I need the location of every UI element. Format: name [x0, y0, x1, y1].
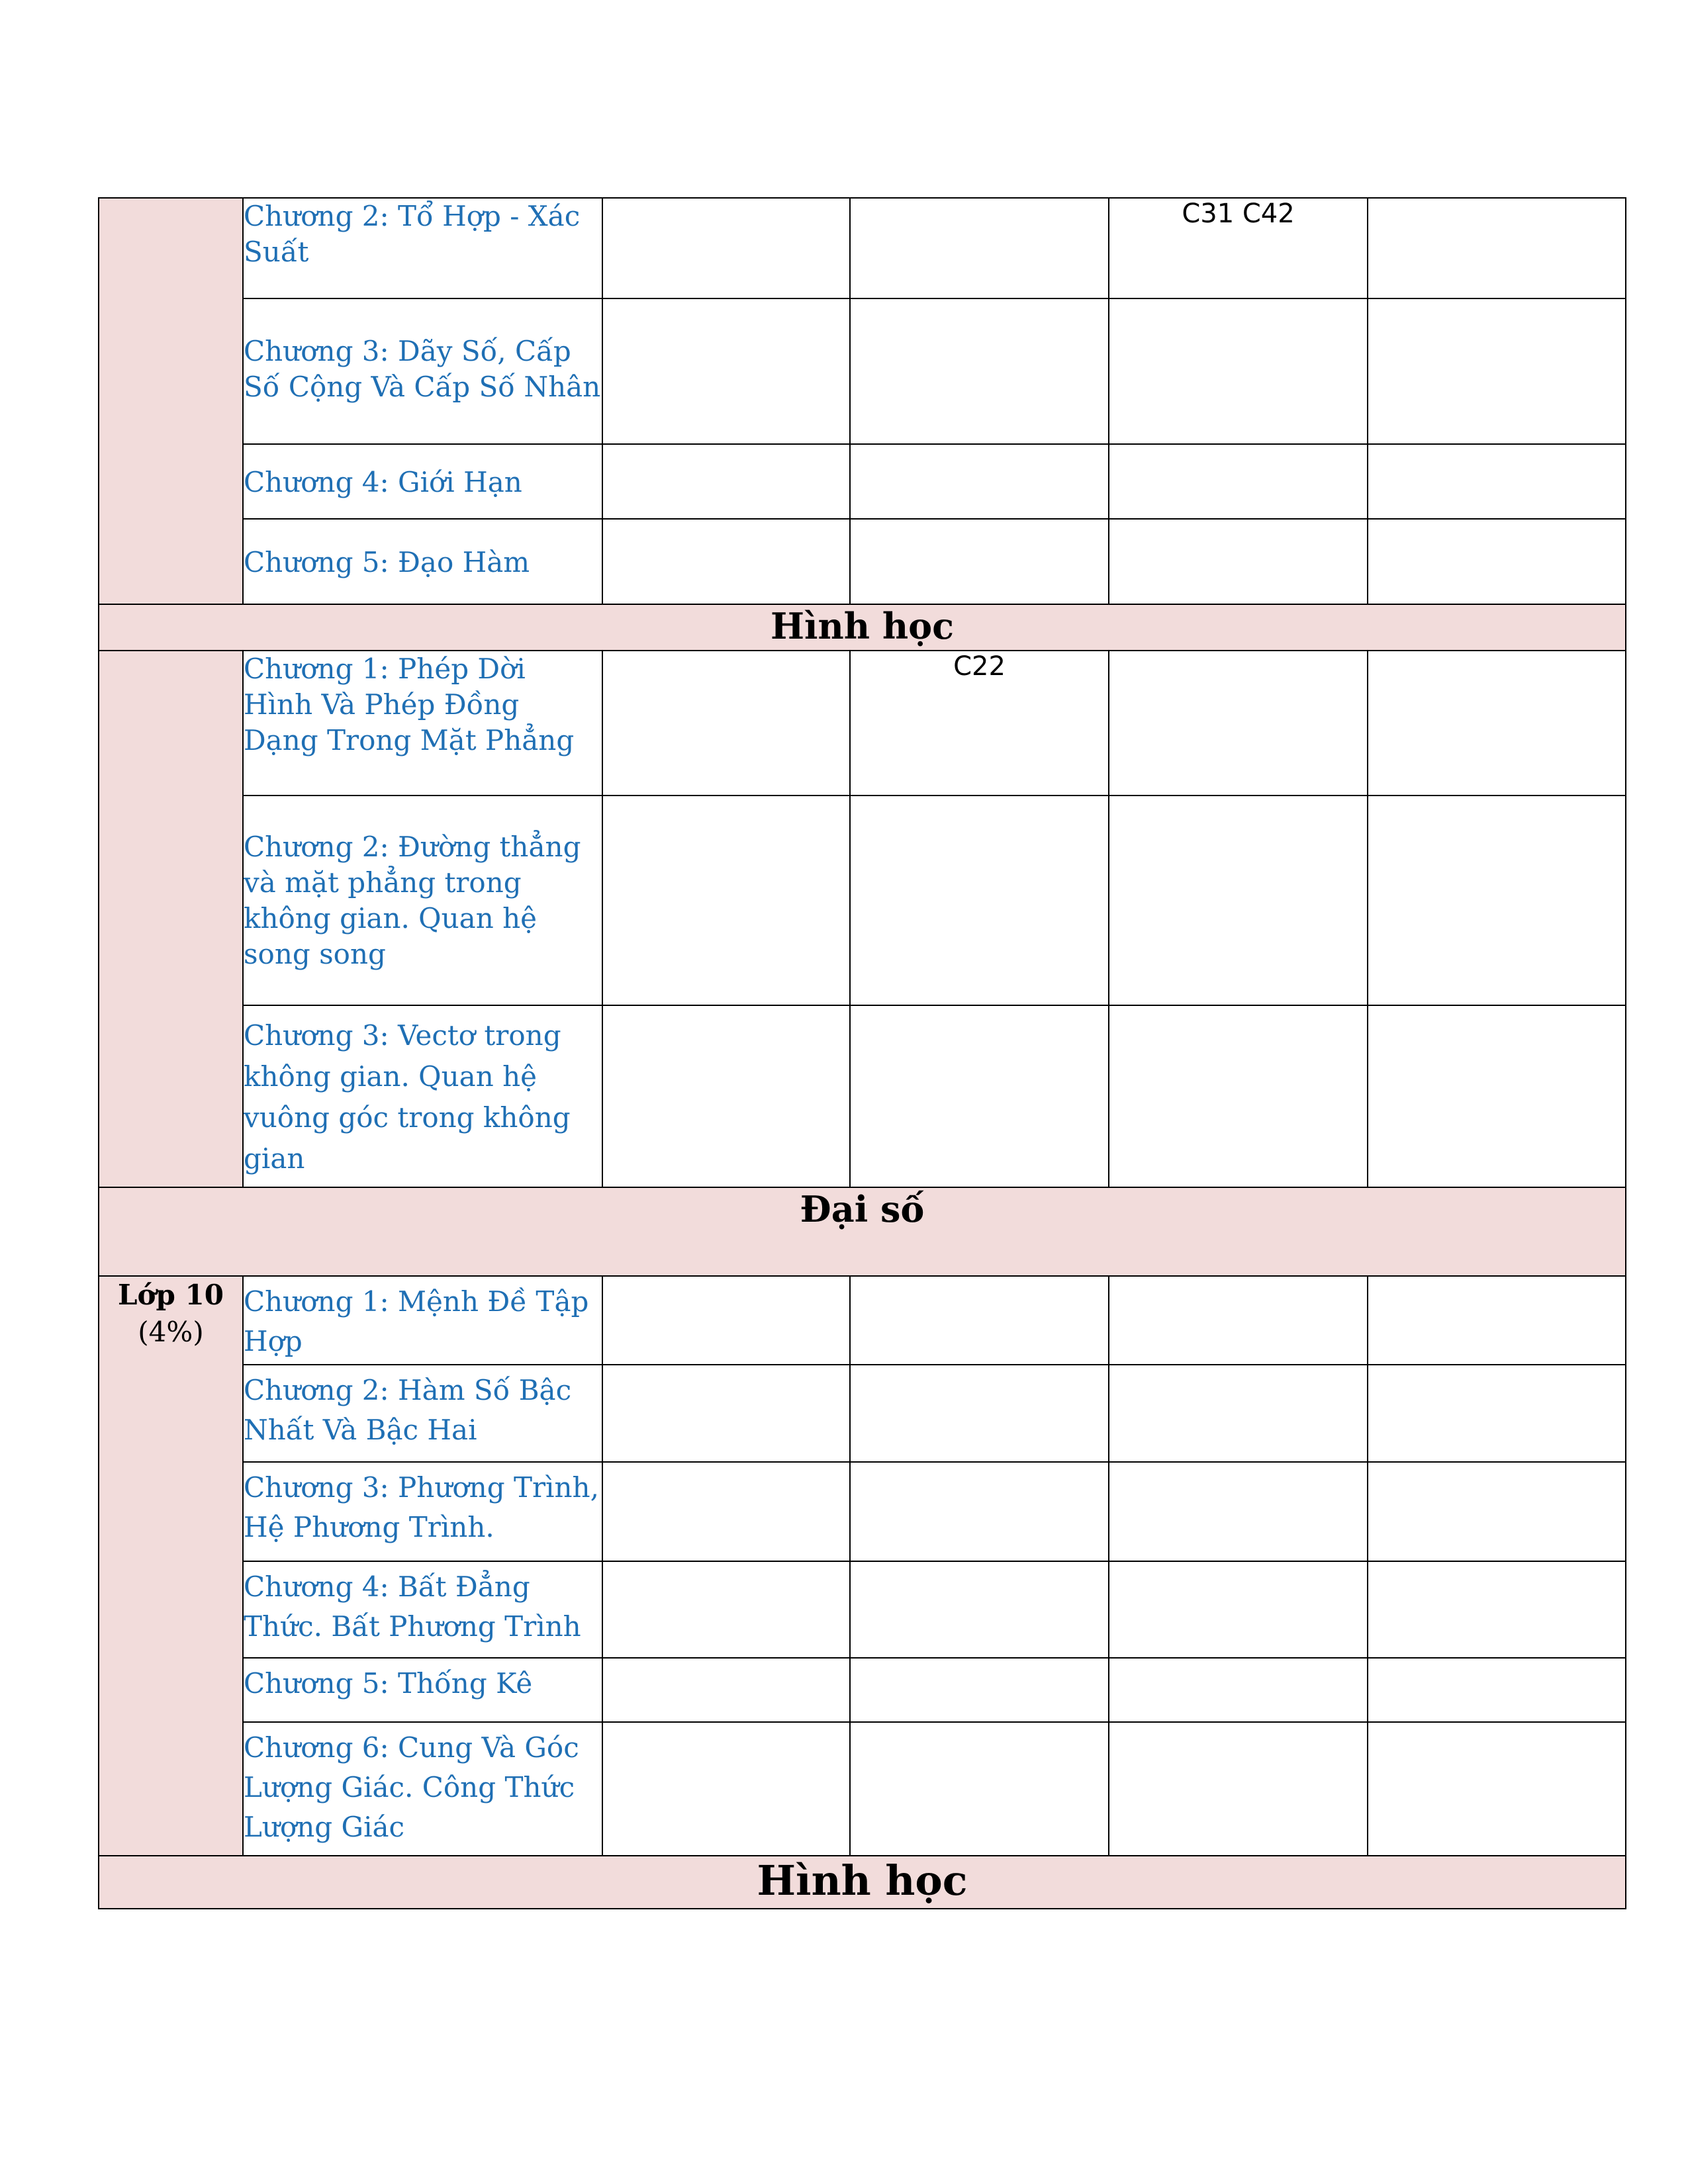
chapter-cell: Chương 3: Vectơ trong không gian. Quan hệ vuông góc trong không gian — [243, 1005, 602, 1187]
chapter-cell: Chương 3: Phương Trình, Hệ Phương Trình. — [243, 1462, 602, 1561]
level-cell — [1368, 519, 1626, 604]
section-row — [99, 604, 1626, 651]
level-cell — [1109, 298, 1368, 444]
level-cell — [602, 519, 850, 604]
section-row — [99, 1187, 1626, 1276]
grade-percent: (4%) — [138, 1316, 204, 1348]
table-row — [99, 1561, 1626, 1658]
level-cell — [1109, 1722, 1368, 1856]
level-cell — [1109, 519, 1368, 604]
level-cell — [1109, 1276, 1368, 1365]
level-cell — [602, 1365, 850, 1462]
level-cell — [1109, 1365, 1368, 1462]
grade-cell — [99, 651, 243, 1187]
table-row — [99, 298, 1626, 444]
table-row — [99, 519, 1626, 604]
level-cell — [850, 298, 1109, 444]
level-cell — [602, 1462, 850, 1561]
section-row — [99, 1856, 1626, 1909]
chapter-cell: Chương 2: Hàm Số Bậc Nhất Và Bậc Hai — [243, 1365, 602, 1462]
chapter-cell: Chương 6: Cung Và Góc Lượng Giác. Công Thức Lượng Giác — [243, 1722, 602, 1856]
level-cell — [850, 1276, 1109, 1365]
level-cell — [1368, 1561, 1626, 1658]
level-cell — [1109, 1462, 1368, 1561]
level-cell — [1368, 444, 1626, 519]
chapter-cell: Chương 4: Bất Đẳng Thức. Bất Phương Trình — [243, 1561, 602, 1658]
table-row — [99, 1722, 1626, 1856]
chapter-cell: Chương 1: Phép Dời Hình Và Phép Đồng Dạng Trong Mặt Phẳng — [243, 651, 602, 796]
level-cell — [850, 519, 1109, 604]
chapter-cell: Chương 2: Đường thẳng và mặt phẳng trong không gian. Quan hệ song song — [243, 796, 602, 1005]
level-cell — [602, 1722, 850, 1856]
level-cell — [602, 1658, 850, 1722]
level-cell — [602, 1276, 850, 1365]
table-row — [99, 198, 1626, 298]
level-cell — [1368, 1365, 1626, 1462]
chapter-cell: Chương 5: Đạo Hàm — [243, 519, 602, 604]
level-cell — [1109, 651, 1368, 796]
level-cell — [602, 198, 850, 298]
level-cell: C22 — [850, 651, 1109, 796]
level-cell — [1368, 1005, 1626, 1187]
chapter-cell: Chương 3: Dãy Số, Cấp Số Cộng Và Cấp Số Nhân — [243, 298, 602, 444]
section-heading: Hình học — [99, 604, 1626, 651]
level-cell — [602, 1005, 850, 1187]
grade-cell — [99, 198, 243, 604]
level-cell — [1109, 444, 1368, 519]
level-cell — [850, 198, 1109, 298]
table-row — [99, 651, 1626, 796]
section-heading: Hình học — [99, 1856, 1626, 1909]
level-cell — [850, 1365, 1109, 1462]
grade-label: Lớp 10 — [118, 1279, 224, 1311]
level-cell — [602, 651, 850, 796]
level-cell — [850, 1005, 1109, 1187]
level-cell — [1368, 198, 1626, 298]
level-cell — [1368, 1722, 1626, 1856]
level-cell — [602, 796, 850, 1005]
level-cell — [1109, 796, 1368, 1005]
level-cell — [602, 444, 850, 519]
level-cell — [602, 1561, 850, 1658]
table-row — [99, 444, 1626, 519]
level-cell — [850, 444, 1109, 519]
level-cell — [1109, 1658, 1368, 1722]
level-cell — [850, 1561, 1109, 1658]
grade-cell — [99, 1276, 243, 1856]
table-row — [99, 1365, 1626, 1462]
level-cell — [850, 796, 1109, 1005]
level-cell — [1109, 1561, 1368, 1658]
level-cell — [850, 1722, 1109, 1856]
level-cell — [850, 1462, 1109, 1561]
level-cell — [1368, 1462, 1626, 1561]
level-cell — [850, 1658, 1109, 1722]
table-row — [99, 1462, 1626, 1561]
level-cell — [1368, 796, 1626, 1005]
section-heading: Đại số — [99, 1187, 1626, 1276]
level-cell — [602, 298, 850, 444]
level-cell — [1368, 651, 1626, 796]
level-cell: C31 C42 — [1109, 198, 1368, 298]
chapter-cell: Chương 5: Thống Kê — [243, 1658, 602, 1722]
level-cell — [1368, 1658, 1626, 1722]
chapter-cell: Chương 4: Giới Hạn — [243, 444, 602, 519]
level-cell — [1368, 298, 1626, 444]
level-cell — [1109, 1005, 1368, 1187]
exam-matrix-table — [98, 197, 1626, 1909]
table-row — [99, 1276, 1626, 1365]
chapter-cell: Chương 2: Tổ Hợp - Xác Suất — [243, 198, 602, 298]
table-row — [99, 1005, 1626, 1187]
chapter-cell: Chương 1: Mệnh Đề Tập Hợp — [243, 1276, 602, 1365]
table-row — [99, 1658, 1626, 1722]
level-cell — [1368, 1276, 1626, 1365]
table-row — [99, 796, 1626, 1005]
